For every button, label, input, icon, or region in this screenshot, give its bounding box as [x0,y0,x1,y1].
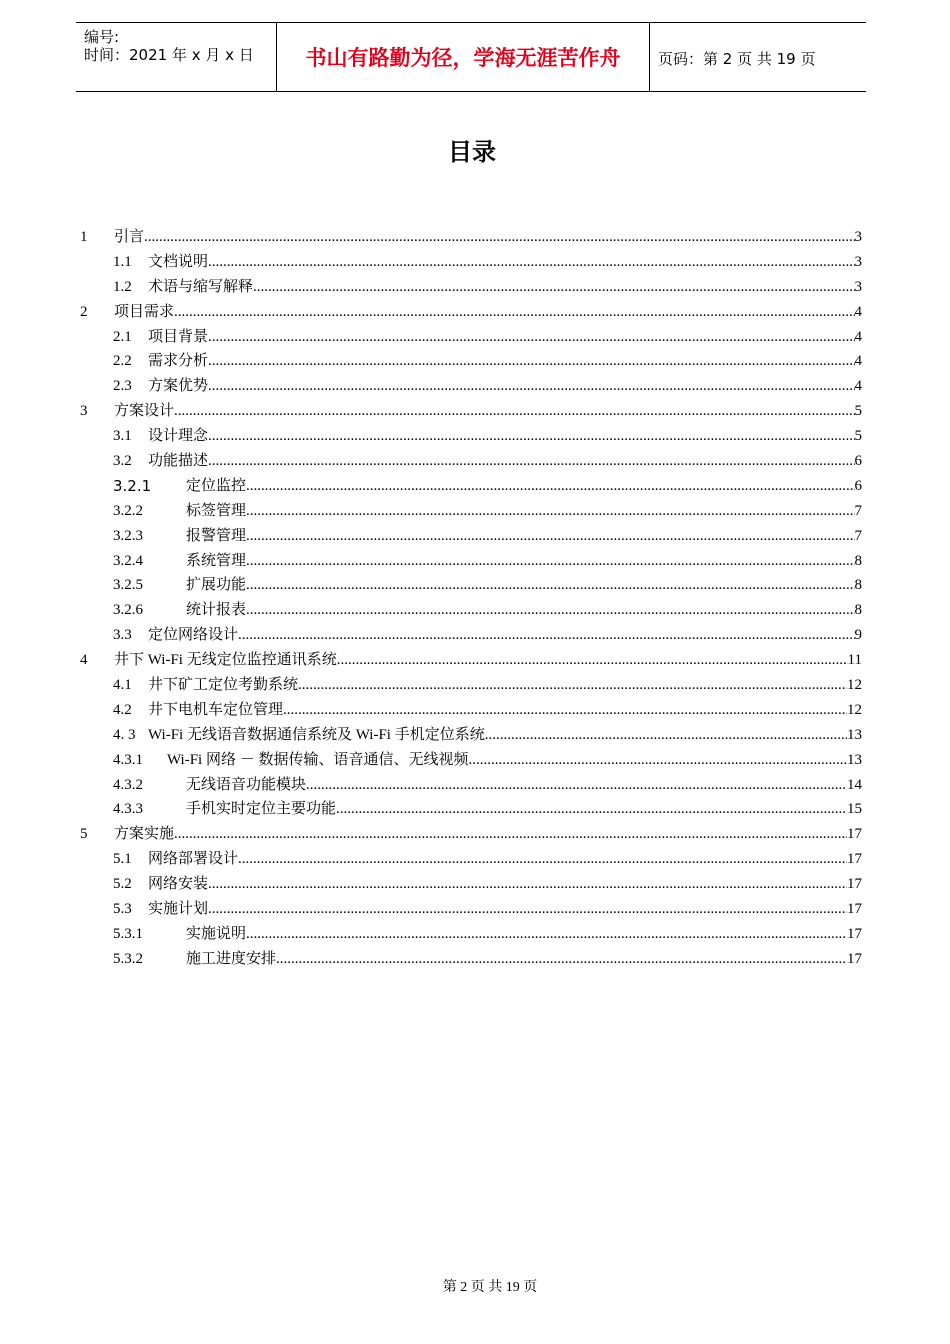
toc-entry-page: 7 [854,527,862,544]
toc-entry[interactable] [80,225,862,250]
toc-entry-page: 14 [847,776,862,793]
toc-entry-label: 需求分析 [148,353,209,370]
toc-entry-label: 方案优势 [148,378,209,395]
toc-entry-number: 5.2 [113,876,132,893]
toc-entry-number: 4.3.2 [113,776,143,793]
toc-entry-number: 1 [80,229,88,245]
toc-entry[interactable] [80,449,862,474]
toc-leader-dots [208,424,854,449]
toc-entry-label: 设计理念 [148,428,209,445]
toc-entry[interactable] [80,773,862,798]
toc-entry-page: 3 [854,229,862,245]
toc-entry-label: 方案设计 [114,403,175,420]
toc-entry-number: 3.2.6 [113,602,143,619]
toc-entry-label: 井下电机车定位管理 [148,701,284,718]
toc-entry-page: 5 [854,428,862,445]
page-footer: 第 2 页 共 19 页 [442,1280,538,1295]
toc-entry-label: Wi-Fi 网络 － 数据传输、语音通信、无线视频 [167,751,469,768]
toc-leader-dots [174,822,847,847]
toc-entry[interactable] [80,349,862,374]
toc-leader-dots [468,748,847,773]
toc-entry[interactable] [80,648,862,673]
toc-entry-page: 5 [854,403,862,420]
toc-entry[interactable] [80,573,862,598]
header-motto: 书山有路勤为径，学海无涯苦作舟 [277,23,650,91]
toc-leader-dots [337,648,848,673]
toc-entry-label: 网络部署设计 [148,851,239,868]
toc-entry-page: 9 [854,627,862,644]
doc-time-label: 时间：2021 年 x 月 x 日 [84,46,254,64]
toc-entry[interactable] [80,325,862,350]
toc-entry-number: 2 [80,303,88,320]
toc-entry-label: Wi-Fi 无线语音数据通信系统及 Wi-Fi 手机定位系统 [148,726,485,743]
toc-leader-dots [283,698,847,723]
toc-entry-label: 定位网络设计 [148,627,239,644]
toc-entry-page: 13 [847,726,862,743]
toc-leader-dots [208,325,854,350]
toc-entry-page: 17 [847,826,862,843]
toc-entry-page: 17 [847,950,862,967]
toc-entry[interactable] [80,623,862,648]
toc-entry-page: 13 [847,751,862,768]
toc-leader-dots [336,797,847,822]
toc-entry-label: 手机实时定位主要功能 [186,801,337,818]
toc-entry-number: 3.2.3 [113,527,143,544]
toc-entry[interactable] [80,250,862,275]
toc-entry-number: 1.2 [113,278,132,295]
toc-entry-page: 17 [847,851,862,868]
toc-entry-number: 3.1 [113,428,132,445]
toc-entry-label: 井下 Wi-Fi 无线定位监控通讯系统 [114,652,337,669]
toc-entry-number: 5.1 [113,851,132,868]
toc-entry-page: 7 [854,502,862,519]
toc-entry-number: 2.3 [113,378,132,395]
toc-entry[interactable] [80,549,862,574]
toc-entry-number: 5.3.2 [113,950,143,967]
toc-entry-page: 12 [847,701,862,718]
toc-entry-label: 引言 [114,229,145,245]
toc-entry-page: 4 [854,353,862,370]
doc-code-label: 编号: [84,28,120,46]
toc-entry-page: 11 [847,652,862,669]
toc-entry-page: 17 [847,925,862,942]
toc-entry-page: 6 [854,477,862,494]
toc-entry-label: 项目需求 [114,303,175,320]
toc-leader-dots [208,897,847,922]
toc-entry-label: 统计报表 [186,602,247,619]
toc-entry[interactable] [80,374,862,399]
toc-entry[interactable] [80,399,862,424]
toc-leader-dots [246,524,854,549]
toc-entry[interactable] [80,275,862,300]
toc-entry-label: 方案实施 [114,826,175,843]
toc-entry[interactable] [80,797,862,822]
toc-entry-number: 5.3.1 [113,925,143,942]
toc-entry-page: 4 [854,378,862,395]
toc-entry-number: 3.2 [113,453,132,470]
toc-leader-dots [246,598,854,623]
toc-leader-dots [485,723,847,748]
toc-entry[interactable] [80,673,862,698]
toc-leader-dots [246,499,854,524]
toc-entry[interactable] [80,748,862,773]
toc-entry[interactable] [80,300,862,325]
toc-entry-label: 系统管理 [186,552,247,569]
toc-entry-page: 15 [847,801,862,818]
toc-entry-page: 17 [847,876,862,893]
toc-entry[interactable] [80,822,862,847]
toc-entry-page: 6 [854,453,862,470]
toc-entry[interactable] [80,847,862,872]
toc-entry[interactable] [80,872,862,897]
toc-leader-dots [208,872,847,897]
toc-leader-dots [144,225,854,250]
toc-entry-label: 实施计划 [148,901,209,918]
toc-entry-page: 8 [854,602,862,619]
toc-entry-label: 术语与缩写解释 [148,278,254,295]
toc-entry-number: 1.1 [113,253,132,270]
toc-entry-number: 4.3.1 [113,751,143,768]
toc-entry[interactable] [80,474,862,499]
toc-entry-page: 3 [854,278,862,295]
toc-leader-dots [246,549,854,574]
toc-entry-number: 3.2.2 [113,502,143,519]
toc-leader-dots [238,623,854,648]
toc-entry-label: 定位监控 [186,477,247,494]
toc-leader-dots [208,349,854,374]
header-meta-cell [76,23,277,91]
toc-entry-label: 扩展功能 [186,577,247,594]
header-page-info: 页码：第 2 页 共 19 页 [658,50,816,68]
toc-entry-number: 2.1 [113,328,132,345]
toc-entry-page: 4 [854,303,862,320]
toc-entry-label: 实施说明 [186,925,247,942]
toc-leader-dots [276,947,847,972]
toc-entry-number: 4.3.3 [113,801,143,818]
toc-entry-number: 4.1 [113,677,132,694]
toc-entry-label: 文档说明 [148,253,209,270]
toc-entry[interactable] [80,947,862,972]
toc-leader-dots [174,300,854,325]
toc-entry-page: 12 [847,677,862,694]
toc-entry-label: 功能描述 [148,453,209,470]
toc-entry-page: 4 [854,328,862,345]
toc-entry-label: 井下矿工定位考勤系统 [148,677,299,694]
toc-entry[interactable] [80,524,862,549]
toc-entry[interactable] [80,897,862,922]
toc-leader-dots [208,250,854,275]
toc-entry-number: 3 [80,403,88,420]
toc-entry-page: 17 [847,901,862,918]
toc-entry-number: 2.2 [113,353,132,370]
toc-entry-number: 3.2.1 [113,476,152,495]
toc-entry[interactable] [80,922,862,947]
toc-entry[interactable] [80,598,862,623]
toc-leader-dots [174,399,854,424]
toc-leader-dots [208,449,854,474]
toc-entry-label: 施工进度安排 [186,950,277,967]
toc-entry[interactable] [80,698,862,723]
toc-leader-dots [246,573,854,598]
toc-leader-dots [306,773,847,798]
toc-entry-label: 项目背景 [148,328,209,345]
toc-entry[interactable] [80,499,862,524]
toc-entry-number: 3.2.4 [113,552,143,569]
toc-entry-number: 3.3 [113,627,132,644]
toc-entry-number: 3.2.5 [113,577,143,594]
toc-entry-label: 无线语音功能模块 [186,776,307,793]
toc-leader-dots [208,374,854,399]
toc-entry-label: 网络安装 [148,876,209,893]
toc-entry-number: 4.2 [113,701,132,718]
toc-entry[interactable] [80,723,862,748]
toc-entry-page: 8 [854,552,862,569]
toc-leader-dots [246,474,854,499]
toc-entry-number: 4. 3 [113,726,136,743]
toc-entry[interactable] [80,424,862,449]
table-of-contents [80,225,862,972]
toc-entry-page: 8 [854,577,862,594]
toc-leader-dots [253,275,854,300]
page-header [76,22,866,92]
toc-entry-page: 3 [854,253,862,270]
toc-leader-dots [246,922,847,947]
toc-leader-dots [298,673,847,698]
toc-entry-label: 标签管理 [186,502,247,519]
toc-entry-number: 4 [80,652,88,669]
toc-entry-number: 5 [80,826,88,843]
toc-leader-dots [238,847,847,872]
toc-entry-number: 5.3 [113,901,132,918]
toc-entry-label: 报警管理 [186,527,247,544]
page-title: 目录 [448,138,496,166]
